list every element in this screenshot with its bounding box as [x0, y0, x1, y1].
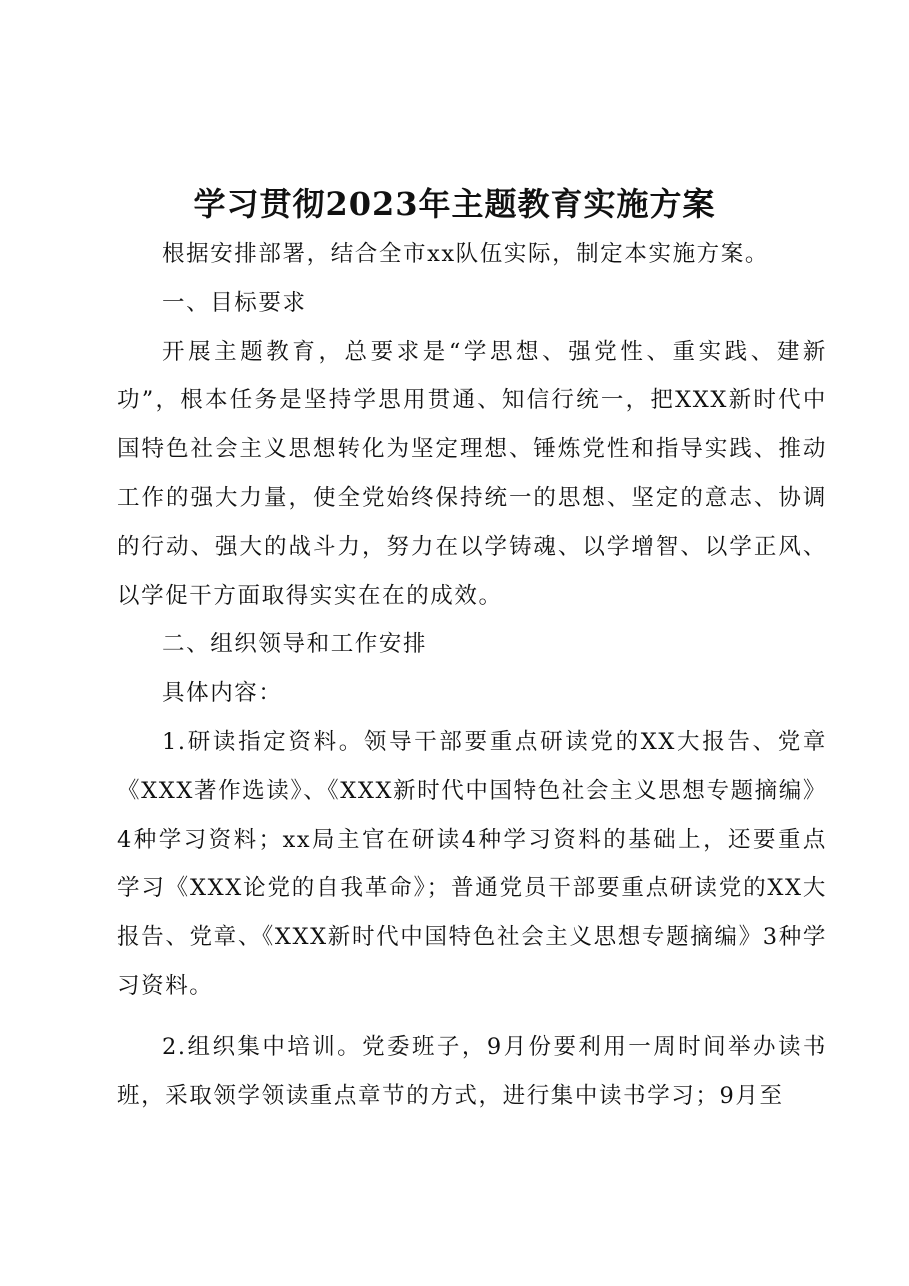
item-training: 2.组织集中培训。党委班子，9月份要利用一周时间举办读书班，采取领学领读重点章节的方式，进行集中读书学习；9月至 — [117, 1033, 827, 1109]
intro-paragraph: 根据安排部署，结合全市xx队伍实际，制定本实施方案。 — [162, 241, 769, 267]
document-title: 学习贯彻2023年主题教育实施方案 — [193, 185, 716, 223]
content-label: 具体内容： — [162, 680, 283, 707]
section-heading-organization: 二、组织领导和工作安排 — [162, 631, 428, 658]
document-body — [117, 230, 827, 1120]
item-study-materials: 1.研读指定资料。领导干部要重点研读党的XX大报告、党章《XXX著作选读》、《XXX新时代中国特色社会主义思想专题摘编》4种学习资料；xx局主官在研读4种学习资料的基础上，还要重点学习《XXX论党的自我革命》；普通党员干部要重点研读党的XX大报告、党章、《XXX新时代中国特色社会主义思想专题摘编》3种学习资料。 — [117, 728, 827, 999]
goals-paragraph: 开展主题教育，总要求是“学思想、强党性、重实践、建新功”，根本任务是坚持学思用贯通、知信行统一，把XXX新时代中国特色社会主义思想转化为坚定理想、锤炼党性和指导实践、推动工作的强大力量，使全党始终保持统一的思想、坚定的意志、协调的行动、强大的战斗力，努力在以学铸魂、以学增智、以学正风、以学促干方面取得实实在在的成效。 — [117, 338, 827, 609]
section-heading-goals: 一、目标要求 — [162, 289, 307, 316]
